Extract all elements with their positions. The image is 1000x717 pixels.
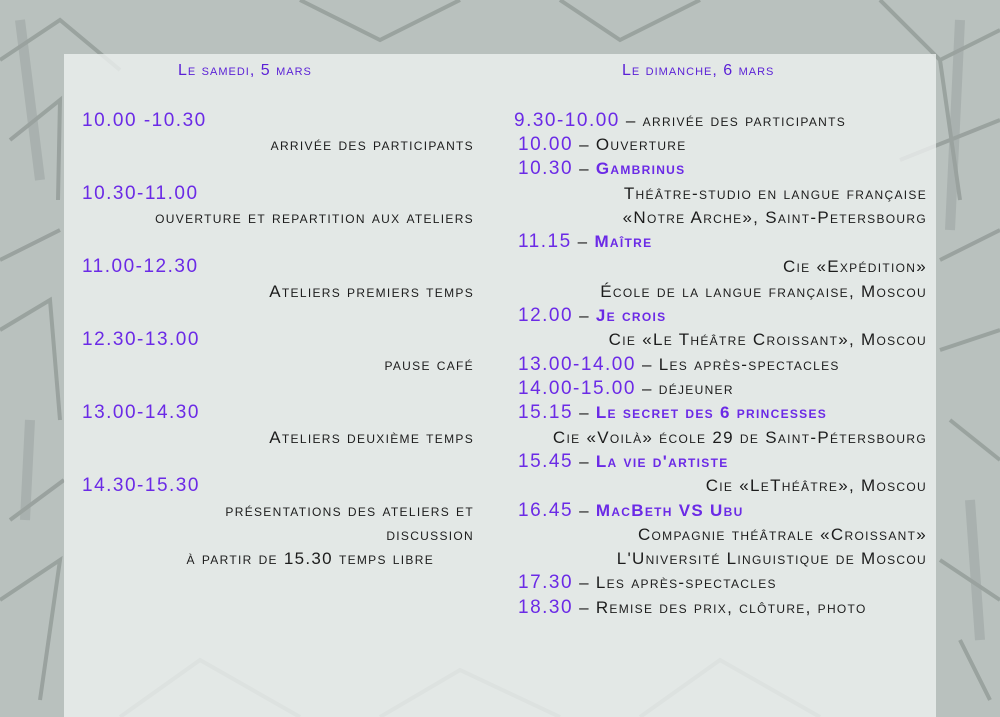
show-title: MacBeth VS Ubu <box>595 501 744 520</box>
separator: – <box>635 379 659 398</box>
time-slot: 11.15 <box>518 231 572 252</box>
time-slot: 11.00-12.30 <box>82 256 199 277</box>
show-title: Le secret des 6 princesses <box>595 403 828 422</box>
time-slot: 12.30-13.00 <box>82 329 200 350</box>
schedule-line <box>518 353 840 377</box>
activity-text: arrivée des participants <box>270 135 474 154</box>
separator: – <box>573 403 596 422</box>
activity-text: Ateliers premiers temps <box>269 282 474 301</box>
activity-text: Ouverture <box>595 135 687 154</box>
schedule-line <box>514 109 846 133</box>
schedule-line <box>518 450 729 474</box>
company-text: «Notre Arche», Saint-Petersbourg <box>622 208 927 227</box>
activity-text: Remise des prix, clôture, photo <box>595 598 867 617</box>
separator: – <box>573 501 596 520</box>
time-slot: 10.00 <box>518 134 574 155</box>
activity-text: Les après-spectacles <box>595 573 777 592</box>
time-slot: 14.30-15.30 <box>82 475 200 496</box>
time-slot: 15.15 <box>518 402 574 423</box>
time-slot: 14.00-15.00 <box>518 378 636 399</box>
show-title: Gambrinus <box>595 159 686 178</box>
schedule-line <box>518 157 685 181</box>
time-slot: 10.00 -10.30 <box>82 110 207 131</box>
company-text: Cie «Le Théâtre Croissant», Moscou <box>608 330 927 349</box>
time-slot: 9.30-10.00 <box>514 110 620 131</box>
separator: – <box>573 452 596 471</box>
separator: – <box>571 232 595 251</box>
separator: – <box>635 355 659 374</box>
schedule-line <box>518 304 666 328</box>
show-title: Maître <box>594 232 653 251</box>
schedule-line <box>518 377 734 401</box>
activity-text: ouverture et repartition aux ateliers <box>155 208 474 227</box>
time-slot: 13.00-14.30 <box>82 402 200 423</box>
activity-text: Ateliers deuxième temps <box>269 428 474 447</box>
separator: – <box>573 573 596 592</box>
activity-text-continued: discussion <box>386 525 474 544</box>
activity-text: Les après-spectacles <box>658 355 840 374</box>
time-slot: 10.30 <box>518 158 574 179</box>
separator: – <box>573 306 596 325</box>
company-text: Cie «Voilà» école 29 de Saint-Pétersbourg <box>552 428 927 447</box>
activity-text: arrivée des participants <box>642 111 847 130</box>
schedule-line <box>518 230 652 254</box>
schedule-line <box>518 133 687 157</box>
company-text: Cie «LeThéâtre», Moscou <box>705 476 927 495</box>
schedule-line <box>518 571 777 595</box>
company-text: Cie «Expédition» <box>782 257 927 276</box>
time-slot: 17.30 <box>518 572 574 593</box>
day1-title: Le samedi, 5 mars <box>178 62 312 79</box>
time-slot: 10.30-11.00 <box>82 183 199 204</box>
activity-text: déjeuner <box>658 379 734 398</box>
schedule-line <box>518 596 867 620</box>
show-title: La vie d'artiste <box>595 452 729 471</box>
activity-text: pause café <box>384 355 474 374</box>
time-slot: 13.00-14.00 <box>518 354 636 375</box>
time-slot: 12.00 <box>518 305 574 326</box>
separator: – <box>573 135 596 154</box>
separator: – <box>573 159 596 178</box>
schedule-line <box>518 401 827 425</box>
show-title: Je crois <box>595 306 667 325</box>
company-text: École de la langue française, Moscou <box>600 282 927 301</box>
activity-text: présentations des ateliers et <box>225 501 474 520</box>
day2-title: Le dimanche, 6 mars <box>622 62 775 79</box>
company-text: L'Université Linguistique de Moscou <box>616 549 927 568</box>
time-slot: 15.45 <box>518 451 574 472</box>
schedule-line <box>518 499 744 523</box>
time-slot: 16.45 <box>518 500 574 521</box>
separator: – <box>573 598 596 617</box>
time-slot: 18.30 <box>518 597 574 618</box>
company-text: Théâtre-studio en langue française <box>623 184 927 203</box>
separator: – <box>619 111 643 130</box>
free-time-note: à partir de 15.30 temps libre <box>186 549 434 568</box>
company-text: Compagnie théâtrale «Croissant» <box>637 525 927 544</box>
